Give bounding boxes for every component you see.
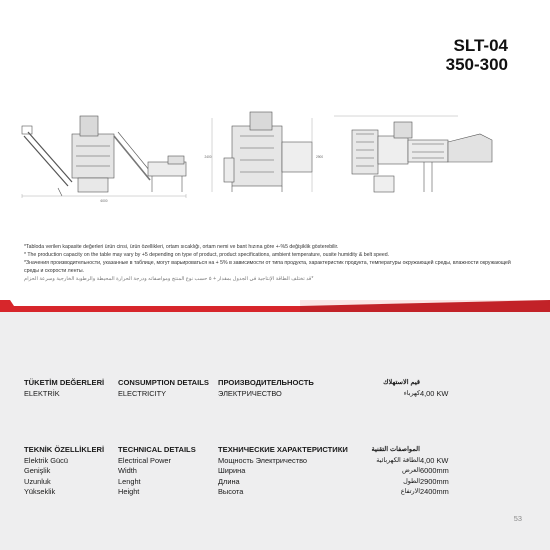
cell-value: 6000mm: [420, 466, 449, 475]
cell-en: Width: [118, 466, 137, 475]
consumption-header-en: CONSUMPTION DETAILS: [118, 378, 209, 387]
cell-en: Height: [118, 487, 140, 496]
side-view-drawing: [22, 116, 186, 198]
table-row: [24, 466, 494, 477]
top-view-drawing: [334, 116, 492, 192]
capacity-notes: [24, 243, 514, 283]
cell-tr: Uzunluk: [24, 476, 51, 486]
model-capacity: 350-300: [445, 55, 508, 74]
model-heading: [446, 36, 508, 74]
technical-table: [24, 445, 494, 498]
consumption-header-row: [24, 378, 494, 389]
technical-header-ru: ТЕХНИЧЕСКИЕ ХАРАКТЕРИСТИКИ: [218, 445, 348, 454]
cell-tr: Elektrik Gücü: [24, 455, 68, 465]
note-ar: *قد تختلف الطاقة الإنتاجية في الجدول بمقدار + ٥ حسب نوع المنتج ومواصفاته ودرجة الحرارة المحيطة والرطوبة الخارجية وسرعة الحزام: [24, 276, 314, 282]
cell-en: ELECTRICITY: [118, 388, 167, 398]
red-accent-shape: [0, 300, 550, 312]
cell-ar: الارتفاع: [400, 488, 420, 495]
note-ru: *Значения производительности, указанные в таблице, могут варьироваться на + 5% в зависимости от типа продукта, характеристик продукта, температуры окружающей среды, влажности окружающей среды и скорости ленты.: [24, 260, 511, 274]
cell-en: Electrical Power: [118, 455, 171, 465]
specs-panel: [0, 312, 550, 550]
technical-header-tr: TEKNİK ÖZELLİKLERİ: [24, 445, 105, 454]
cell-en: Lenght: [118, 476, 141, 486]
table-row: [24, 456, 494, 467]
cell-ru: Высота: [218, 487, 244, 496]
cell-tr: Yükseklik: [24, 487, 56, 496]
cell-tr: Genişlik: [24, 466, 51, 475]
front-height-label: 2400: [204, 155, 212, 159]
cell-ar: الطول: [403, 477, 420, 485]
front-view-drawing: [212, 112, 312, 192]
model-name: SLT-04: [453, 36, 508, 55]
cell-ru: ЭЛЕКТРИЧЕСТВО: [218, 388, 282, 398]
cell-value: 4,00 KW: [420, 388, 449, 398]
cell-ru: Ширина: [218, 466, 246, 475]
consumption-header-ru: ПРОИЗВОДИТЕЛЬНОСТЬ: [218, 378, 314, 387]
table-row: [24, 487, 494, 498]
technical-drawings: [18, 96, 530, 212]
technical-header-en: TECHNICAL DETAILS: [118, 445, 196, 454]
table-row: [24, 389, 494, 400]
consumption-table: [24, 378, 494, 399]
consumption-header-ar: قيم الاستهلاك: [383, 379, 420, 386]
table-row: [24, 477, 494, 488]
technical-header-ar: المواصفات التقنية: [371, 446, 420, 453]
cell-ru: Длина: [218, 476, 240, 486]
cell-ar: العرض: [401, 467, 420, 474]
cell-ar: الطاقة الكهربائية: [376, 456, 420, 464]
cell-value: 2900mm: [420, 476, 449, 486]
technical-header-row: [24, 445, 494, 456]
note-en: * The production capacity on the table may vary by +5 depending on type of product, product specifications, ambient temperature, ousite humidity & belt speed.: [24, 252, 390, 258]
side-length-label: 6000: [100, 199, 108, 203]
page-number: 53: [513, 514, 522, 523]
cell-ar: كهرباء: [403, 389, 420, 397]
cell-value: 2400mm: [420, 487, 449, 496]
note-tr: *Tabloda verilen kapasite değerleri ürün cinsi, ürün özellikleri, ortam sıcaklığı, ortam nemi ve bant hızına göre +-%5 değişiklik gösterebilir.: [24, 244, 339, 250]
machine-drawings-svg: [18, 96, 530, 212]
consumption-header-tr: TÜKETİM DEĞERLERİ: [24, 378, 105, 387]
cell-value: 4,00 KW: [420, 455, 449, 465]
front-width-label: 2900: [316, 155, 324, 159]
cell-ru: Мощность Электричество: [218, 455, 308, 465]
red-accent-band: [0, 300, 550, 312]
cell-tr: ELEKTRİK: [24, 388, 60, 398]
